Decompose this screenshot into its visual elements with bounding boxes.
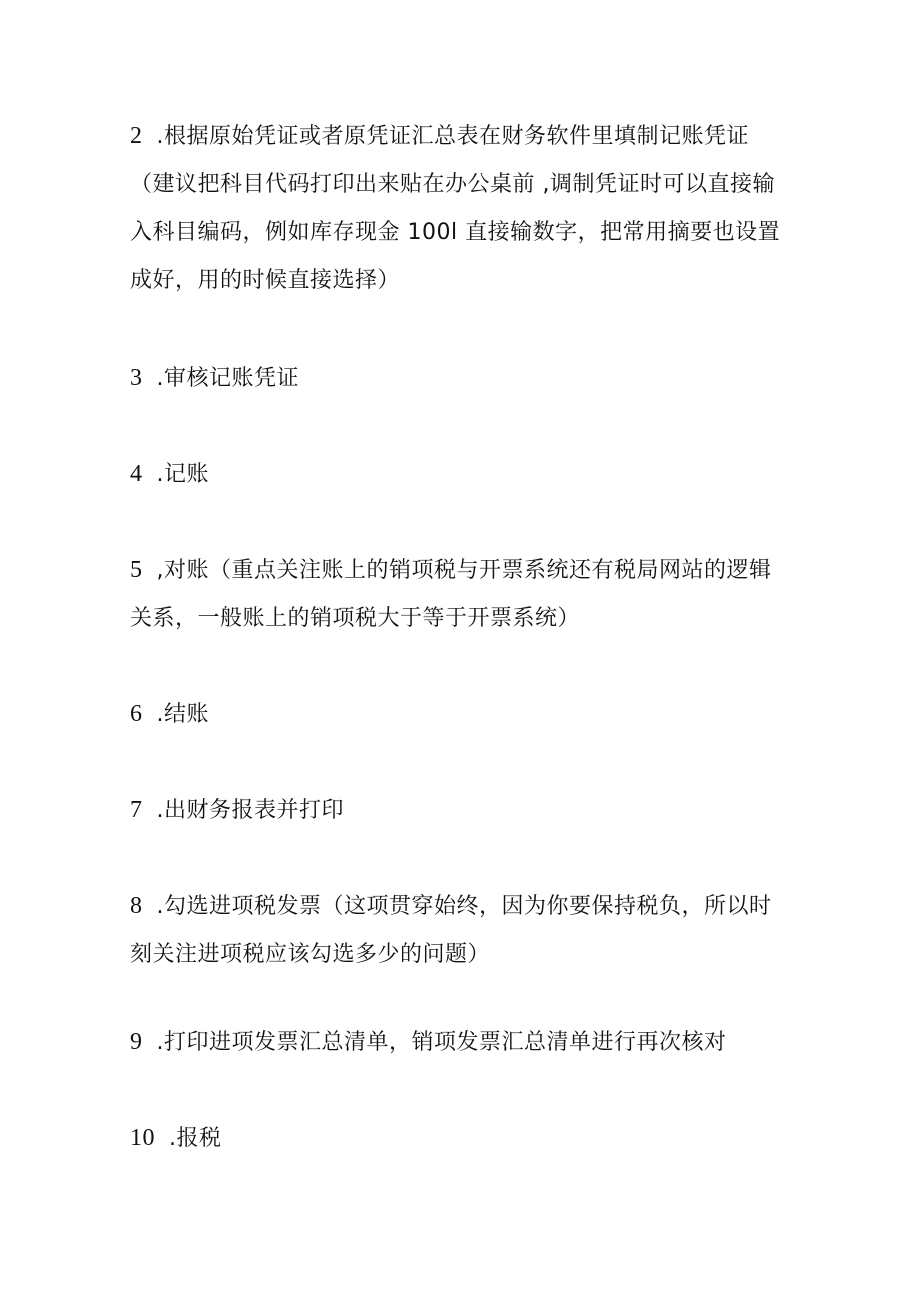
item-line: 入科目编码，例如库存现金 100l 直接输数字，把常用摘要也设置	[130, 220, 781, 245]
item-number: 3	[130, 365, 143, 391]
item-line	[130, 1018, 800, 1067]
item-line: 关系，一般账上的销项税大于等于开票系统）	[130, 606, 581, 631]
item-text: .结账	[156, 702, 209, 727]
item-number: 5	[130, 557, 143, 583]
item-line	[130, 786, 800, 835]
item-line	[130, 450, 800, 499]
item-line	[130, 546, 800, 595]
item-number: 2	[130, 123, 143, 149]
item-text: .记账	[156, 462, 209, 487]
list-item-9	[130, 1018, 800, 1067]
list-item-4	[130, 450, 800, 499]
item-text: .审核记账凭证	[156, 366, 299, 391]
list-item-3	[130, 354, 800, 403]
list-item-6	[130, 690, 800, 739]
item-line: 成好，用的时候直接选择）	[130, 268, 401, 293]
item-text: .出财务报表并打印	[156, 798, 344, 823]
item-text: .报税	[169, 1126, 222, 1151]
item-line	[130, 1114, 800, 1163]
list-item-8	[130, 882, 800, 979]
item-number: 6	[130, 701, 143, 727]
list-item-5	[130, 546, 800, 643]
item-line	[130, 690, 800, 739]
list-item-10	[130, 1114, 800, 1163]
item-text: .根据原始凭证或者原凭证汇总表在财务软件里填制记账凭证	[156, 124, 749, 149]
item-line	[130, 112, 800, 161]
item-line: 刻关注进项税应该勾选多少的问题）	[130, 942, 491, 967]
item-number: 7	[130, 797, 143, 823]
item-text: .勾选进项税发票（这项贯穿始终，因为你要保持税负，所以时	[156, 894, 772, 919]
item-line	[130, 354, 800, 403]
list-item-2	[130, 112, 800, 305]
item-line	[130, 882, 800, 931]
item-text: .打印进项发票汇总清单，销项发票汇总清单进行再次核对	[156, 1030, 727, 1055]
item-line: （建议把科目代码打印出来贴在办公桌前 ,调制凭证时可以直接输	[130, 172, 775, 197]
item-text: ,对账（重点关注账上的销项税与开票系统还有税局网站的逻辑	[156, 558, 772, 583]
item-number: 4	[130, 461, 143, 487]
item-number: 10	[130, 1125, 155, 1151]
list-item-7	[130, 786, 800, 835]
item-number: 9	[130, 1029, 143, 1055]
item-number: 8	[130, 893, 143, 919]
